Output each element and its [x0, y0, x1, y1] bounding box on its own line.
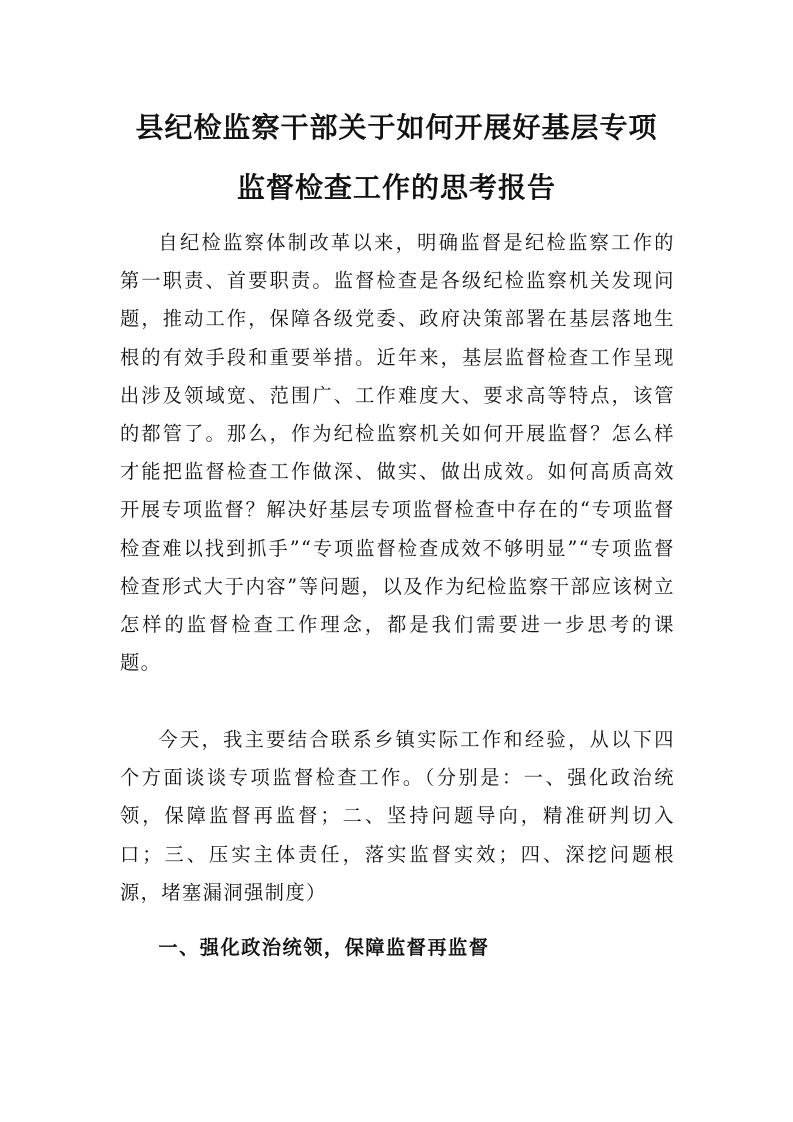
document-title-line-2: 监督检查工作的思考报告: [236, 171, 556, 204]
document-title-line-1: 县纪检监察干部关于如何开展好基层专项: [135, 111, 658, 144]
section-heading-1: 一、强化政治统领，保障监督再监督: [158, 936, 490, 959]
body-paragraph-intro: 自纪检监察体制改革以来，明确监督是纪检监察工作的第一职责、首要职责。监督检查是各级纪检监察机关发现问题，推动工作，保障各级党委、政府决策部署在基层落地生根的有效手段和重要举措。近年来，基层监督检查工作呈现出涉及领域宽、范围广、工作难度大、要求高等特点，该管的都管了。那么，作为纪检监察机关如何开展监督？怎么样才能把监督检查工作做深、做实、做出成效。如何高质高效开展专项监督？解决好基层专项监督检查中存在的“专项监督检查难以找到抓手”“专项监督检查成效不够明显”“专项监督检查形式大于内容”等问题，以及作为纪检监察干部应该树立怎样的监督检查工作理念，都是我们需要进一步思考的课题。: [120, 231, 675, 675]
body-paragraph-outline: 今天，我主要结合联系乡镇实际工作和经验，从以下四个方面谈谈专项监督检查工作。（分别是：一、强化政治统领，保障监督再监督；二、坚持问题导向，精准研判切入口；三、压实主体责任，落实监督实效；四、深挖问题根源，堵塞漏洞强制度）: [120, 728, 675, 904]
